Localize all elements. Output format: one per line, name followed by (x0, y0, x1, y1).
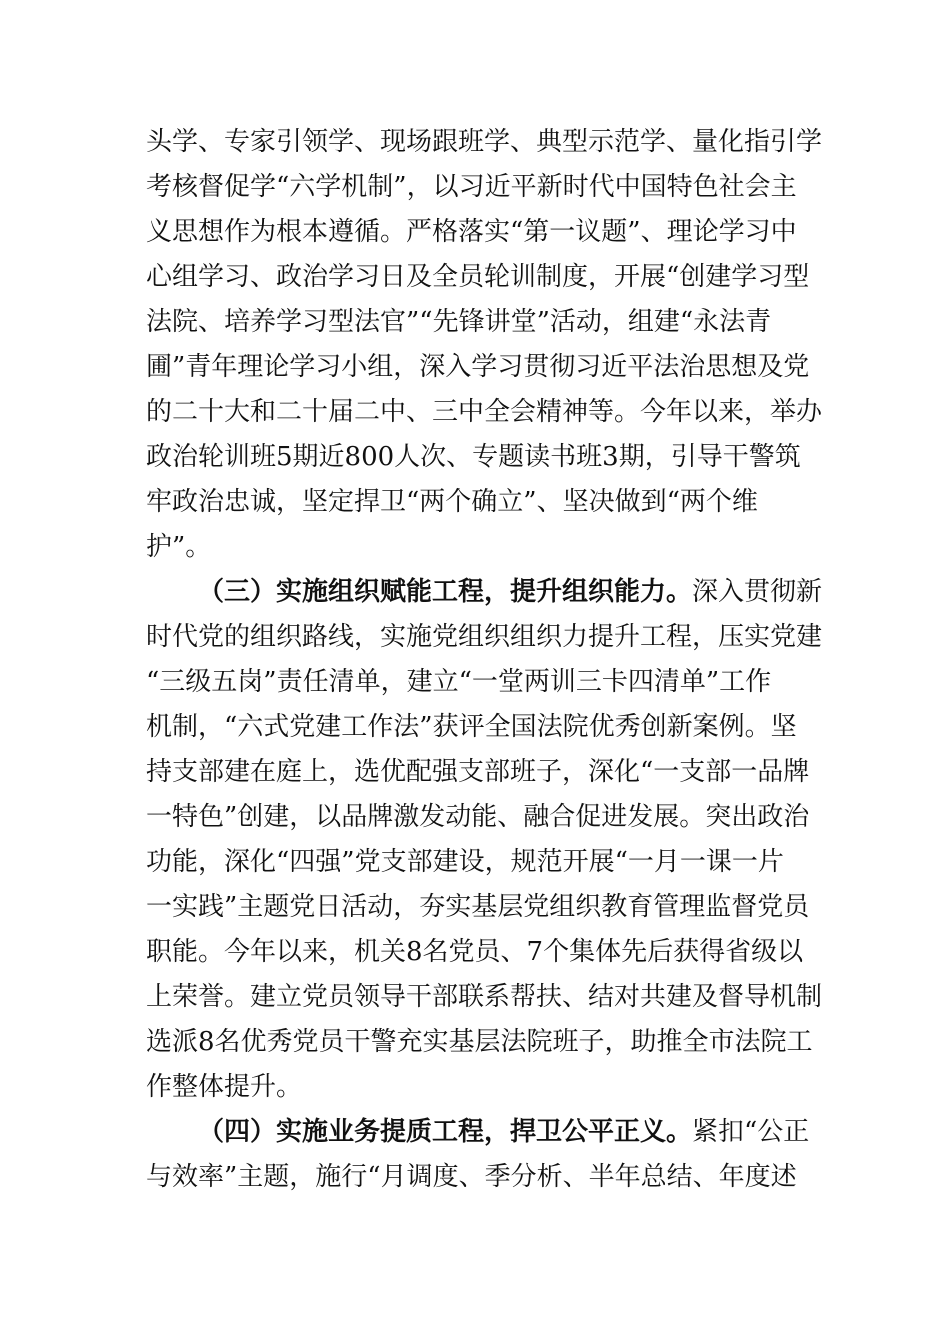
paragraph-line: “三级五岗”责任清单，建立“一堂两训三卡四清单”工作 (146, 667, 772, 697)
paragraph-line: 一特色”创建，以品牌激发动能、融合促进发展。突出政治 (146, 802, 810, 832)
paragraph-line: 心组学习、政治学习日及全员轮训制度，开展“创建学习型 (146, 262, 810, 292)
paragraph-line: 护”。 (146, 532, 212, 562)
paragraph-line: 头学、专家引领学、现场跟班学、典型示范学、量化指引学 (146, 127, 823, 157)
paragraph-line: 选派8名优秀党员干警充实基层法院班子，助推全市法院工 (146, 1027, 813, 1057)
paragraph-line: 的二十大和二十届二中、三中全会精神等。今年以来，举办 (146, 397, 823, 427)
paragraph-line: 圃”青年理论学习小组，深入学习贯彻习近平法治思想及党 (146, 352, 810, 382)
section-4-first-line (198, 1109, 810, 1155)
paragraph-line: 职能。今年以来，机关8名党员、7个集体先后获得省级以 (146, 937, 804, 967)
paragraph-line: 持支部建在庭上，选优配强支部班子，深化“一支部一品牌 (146, 757, 810, 787)
section-3-first-line-rest: 深入贯彻新 (692, 577, 823, 607)
section-4-first-line-rest: 紧扣“公正 (692, 1117, 810, 1147)
section-3-first-line (198, 569, 823, 615)
paragraph-line: 法院、培养学习型法官”“先锋讲堂”活动，组建“永法青 (146, 307, 772, 337)
section-4-heading: （四）实施业务提质工程，捍卫公平正义。 (198, 1117, 693, 1147)
paragraph-line: 一实践”主题党日活动，夯实基层党组织教育管理监督党员 (146, 892, 810, 922)
paragraph-line: 机制，“六式党建工作法”获评全国法院优秀创新案例。坚 (146, 712, 797, 742)
paragraph-line: 义思想作为根本遵循。严格落实“第一议题”、理论学习中 (146, 217, 797, 247)
paragraph-line: 时代党的组织路线，实施党组织组织力提升工程，压实党建 (146, 622, 823, 652)
paragraph-line: 政治轮训班5期近800人次、专题读书班3期，引导干警筑 (146, 442, 801, 472)
section-3-heading: （三）实施组织赋能工程，提升组织能力。 (198, 577, 693, 607)
paragraph-line: 上荣誉。建立党员领导干部联系帮扶、结对共建及督导机制 (146, 982, 823, 1012)
paragraph-line: 与效率”主题，施行“月调度、季分析、半年总结、年度述 (146, 1162, 797, 1192)
paragraph-line: 作整体提升。 (146, 1072, 303, 1102)
paragraph-line: 功能，深化“四强”党支部建设，规范开展“一月一课一片 (146, 847, 784, 877)
paragraph-line: 牢政治忠诚，坚定捍卫“两个确立”、坚决做到“两个维 (146, 487, 758, 517)
paragraph-line: 考核督促学“六学机制”，以习近平新时代中国特色社会主 (146, 172, 797, 202)
